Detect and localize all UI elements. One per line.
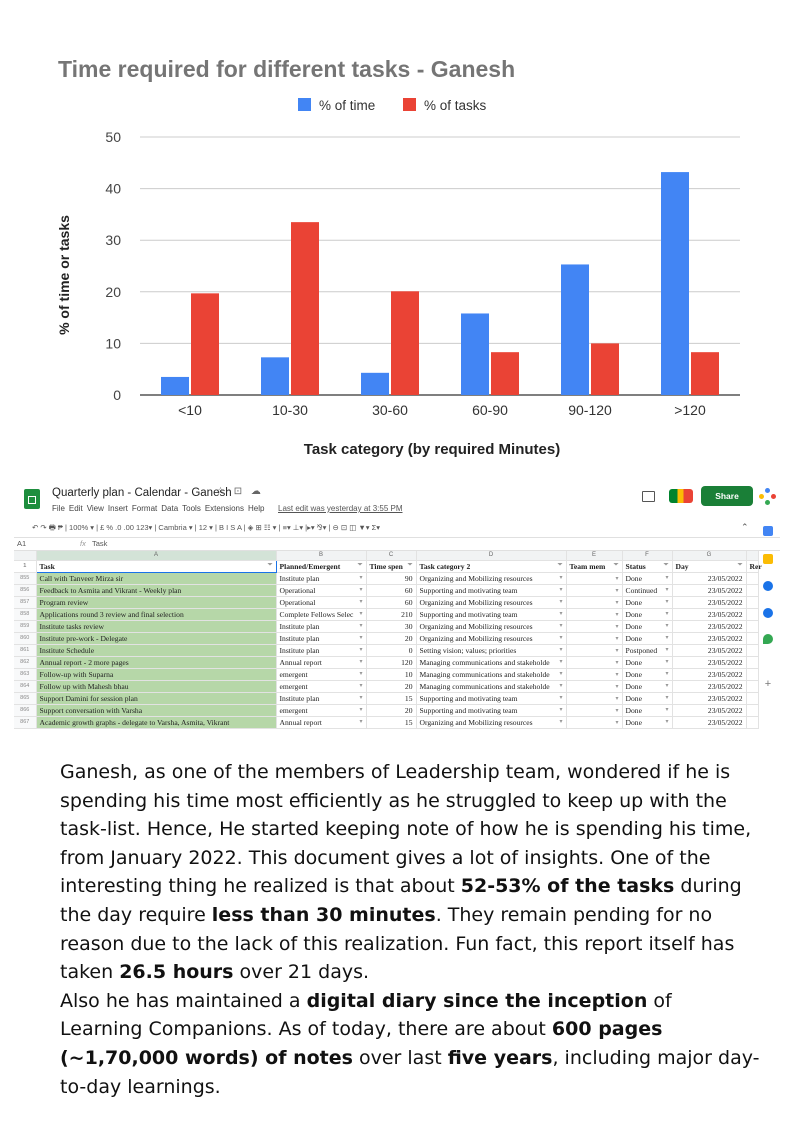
dropdown-icon[interactable]: ▾ <box>615 623 619 630</box>
team-cell[interactable] <box>566 668 622 680</box>
description-paragraph <box>60 758 760 1101</box>
planned-cell[interactable]: emergent ▾ <box>276 704 366 716</box>
bar-time <box>461 313 489 395</box>
dropdown-icon[interactable]: ▾ <box>359 718 363 725</box>
task-cell[interactable]: Academic growth graphs - delegate to Varsha, Asmita, Vikrant <box>36 716 276 728</box>
status-cell[interactable]: Done ▾ <box>622 680 672 692</box>
chart-bars <box>161 172 719 395</box>
text: . They remain pending for no reason due to the lack of this realization. Fun fact, this report itself has taken <box>60 903 735 984</box>
x-axis-label: Task category (by required Minutes) <box>303 441 561 458</box>
highlight: 600 pages (~1,70,000 words) of notes <box>60 1018 663 1069</box>
y-tick-label: 40 <box>105 180 121 197</box>
dropdown-icon[interactable]: ▾ <box>359 610 363 617</box>
row-number[interactable]: 855 <box>14 572 36 584</box>
dropdown-icon[interactable]: ▾ <box>665 586 669 593</box>
dropdown-icon[interactable]: ▾ <box>615 575 619 582</box>
chart-gridlines <box>140 137 740 395</box>
dropdown-icon[interactable]: ▾ <box>559 634 563 641</box>
filter-icon[interactable]: ⏷ <box>407 561 413 568</box>
filter-icon[interactable]: ⏷ <box>663 561 669 568</box>
bar-tasks <box>491 352 519 395</box>
task-cell[interactable]: Call with Tanveer Mirza sir <box>36 572 276 584</box>
time-cell[interactable]: 90 <box>366 572 416 584</box>
column-letter[interactable]: D <box>416 551 566 560</box>
dropdown-icon[interactable]: ▾ <box>615 719 619 726</box>
team-cell[interactable] <box>566 620 622 632</box>
row-number[interactable]: 1 <box>14 560 36 572</box>
menu-bar <box>52 504 268 513</box>
column-letter[interactable]: A <box>36 551 276 560</box>
row-number[interactable]: 857 <box>14 596 36 608</box>
text: of Learning Companions. As of today, there are about <box>60 989 672 1041</box>
column-letter[interactable]: C <box>366 551 416 560</box>
keep-icon[interactable] <box>763 554 773 564</box>
filter-icon[interactable]: ⏷ <box>737 561 743 568</box>
category-cell[interactable]: Organizing and Mobilizing resources ▾ <box>416 632 566 644</box>
dropdown-icon[interactable]: ▾ <box>359 586 363 593</box>
team-cell[interactable] <box>566 716 622 728</box>
maps-icon[interactable] <box>763 634 773 644</box>
y-tick-label: 10 <box>105 335 121 352</box>
sheets-logo-icon <box>24 489 40 509</box>
dropdown-icon[interactable]: ▾ <box>559 598 563 605</box>
status-cell[interactable]: Done ▾ <box>622 572 672 584</box>
comment-icon[interactable] <box>642 491 655 502</box>
table-row <box>14 584 758 596</box>
category-cell[interactable]: Setting vision; values; priorities ▾ <box>416 644 566 656</box>
x-tick-label: 10-30 <box>272 402 308 418</box>
dropdown-icon[interactable]: ▾ <box>359 634 363 641</box>
status-cell[interactable]: Done ▾ <box>622 692 672 704</box>
time-cell[interactable]: 0 <box>366 644 416 656</box>
star-move-cloud-icons[interactable]: ☆ ⊡ ☁ <box>216 486 264 497</box>
table-row <box>14 668 758 680</box>
x-tick-label: <10 <box>178 402 202 418</box>
team-cell[interactable] <box>566 692 622 704</box>
legend-swatch <box>298 98 311 111</box>
menu-item[interactable]: File <box>52 504 65 513</box>
highlight: 52-53% of the tasks <box>460 875 675 898</box>
dropdown-icon[interactable]: ▾ <box>615 611 619 618</box>
day-cell[interactable]: 23/05/2022 <box>672 692 746 704</box>
day-cell[interactable]: 23/05/2022 <box>672 608 746 620</box>
dropdown-icon[interactable]: ▾ <box>359 670 363 677</box>
planned-cell[interactable]: Operational ▾ <box>276 584 366 596</box>
filter-icon[interactable]: ⏷ <box>357 561 363 568</box>
dropdown-icon[interactable]: ▾ <box>615 647 619 654</box>
dropdown-icon[interactable]: ▾ <box>665 646 669 653</box>
x-tick-label: >120 <box>674 402 706 418</box>
text: Ganesh, as one of the members of Leadership team, wondered if he is spending his time most efficiently as he struggled to keep up with the task-list. Hence, He started keeping note of how he is spending his time, from January 2022. This document gives a lot of insights. One of the interesting thing he realized is that about <box>60 761 752 898</box>
dropdown-icon[interactable]: ▾ <box>559 586 563 593</box>
menu-item[interactable]: Tools <box>182 504 201 513</box>
menu-item[interactable]: Data <box>161 504 179 513</box>
bar-time <box>361 373 389 395</box>
row-number[interactable]: 861 <box>14 644 36 656</box>
dropdown-icon[interactable]: ▾ <box>615 587 619 594</box>
day-cell[interactable]: 23/05/2022 <box>672 668 746 680</box>
status-cell[interactable]: Done ▾ <box>622 668 672 680</box>
bar-time <box>561 264 589 395</box>
x-tick-label: 90-120 <box>568 402 612 418</box>
category-cell[interactable]: Managing communications and stakeholde ▾ <box>416 680 566 692</box>
dropdown-icon[interactable]: ▾ <box>615 635 619 642</box>
day-cell[interactable]: 23/05/2022 <box>672 584 746 596</box>
text: over last <box>352 1046 448 1069</box>
bar-time <box>261 357 289 395</box>
table-row <box>14 716 758 728</box>
formula-input[interactable]: Task <box>92 539 108 548</box>
row-number[interactable]: 865 <box>14 692 36 704</box>
column-header[interactable]: Team mem ⏷ <box>566 560 622 572</box>
text: Also he has maintained a <box>60 989 307 1012</box>
category-cell[interactable]: Organizing and Mobilizing resources ▾ <box>416 572 566 584</box>
dropdown-icon[interactable]: ▾ <box>665 658 669 665</box>
planned-cell[interactable]: Annual report ▾ <box>276 656 366 668</box>
task-cell[interactable]: Institute tasks review <box>36 620 276 632</box>
dropdown-icon[interactable]: ▾ <box>559 694 563 701</box>
status-cell[interactable]: Done ▾ <box>622 656 672 668</box>
tasks-icon[interactable] <box>763 581 773 591</box>
dropdown-icon[interactable]: ▾ <box>665 622 669 629</box>
day-cell[interactable]: 23/05/2022 <box>672 572 746 584</box>
table-row <box>14 704 758 716</box>
team-cell[interactable] <box>566 572 622 584</box>
dropdown-icon[interactable]: ▾ <box>665 574 669 581</box>
rem-cell[interactable] <box>746 656 758 668</box>
day-cell[interactable]: 23/05/2022 <box>672 644 746 656</box>
column-header[interactable]: Day ⏷ <box>672 560 746 572</box>
time-cell[interactable]: 20 <box>366 632 416 644</box>
bar-time <box>661 172 689 395</box>
dropdown-icon[interactable]: ▾ <box>359 574 363 581</box>
formula-bar <box>14 537 780 551</box>
menu-item[interactable]: Help <box>247 504 265 513</box>
legend-label: % of tasks <box>424 98 487 113</box>
rem-cell[interactable] <box>746 704 758 716</box>
menu-item[interactable]: Insert <box>107 504 128 513</box>
dropdown-icon[interactable]: ▾ <box>559 658 563 665</box>
filter-icon[interactable]: ⏷ <box>613 561 619 568</box>
team-cell[interactable] <box>566 680 622 692</box>
formatting-toolbar[interactable]: ↶ ↷ 🖶 ₱ | 100% ▾ | £ % .0 .00 123▾ | Cambria ▾ | 12 ▾ | B I S A | ◈ ⊞ ☷ ▾ | ≡▾ ⊥▾ |▸▾ ⅋▾ | ⊖ ⊡ ◫ ▼▾ Σ▾ <box>32 523 381 532</box>
meet-icon[interactable] <box>669 489 693 503</box>
rem-cell[interactable] <box>746 692 758 704</box>
team-cell[interactable] <box>566 584 622 596</box>
last-edit-link[interactable]: Last edit was yesterday at 3:55 PM <box>278 504 403 513</box>
planned-cell[interactable]: Complete Fellows Selec ▾ <box>276 608 366 620</box>
rem-cell[interactable] <box>746 572 758 584</box>
status-cell[interactable]: Done ▾ <box>622 596 672 608</box>
row-number[interactable]: 856 <box>14 584 36 596</box>
table-row <box>14 596 758 608</box>
side-panel <box>758 521 780 701</box>
table-row <box>14 620 758 632</box>
day-cell[interactable]: 23/05/2022 <box>672 716 746 728</box>
dropdown-icon[interactable]: ▾ <box>559 610 563 617</box>
column-header[interactable]: Planned/Emergent ⏷ <box>276 560 366 572</box>
task-cell[interactable]: Follow up with Mahesh bhau <box>36 680 276 692</box>
row-number[interactable]: 867 <box>14 716 36 728</box>
table-row <box>14 572 758 584</box>
highlight: five years <box>447 1046 553 1069</box>
category-cell[interactable]: Supporting and motivating team ▾ <box>416 584 566 596</box>
planned-cell[interactable]: Annual report ▾ <box>276 716 366 728</box>
filter-icon[interactable]: ⏷ <box>557 561 563 568</box>
column-letter[interactable]: G <box>672 551 746 560</box>
time-cell[interactable]: 15 <box>366 692 416 704</box>
rem-cell[interactable] <box>746 608 758 620</box>
table-row <box>14 632 758 644</box>
category-cell[interactable]: Organizing and Mobilizing resources ▾ <box>416 716 566 728</box>
bar-time <box>161 377 189 395</box>
team-cell[interactable] <box>566 656 622 668</box>
time-cell[interactable]: 10 <box>366 668 416 680</box>
calendar-icon[interactable] <box>763 526 773 536</box>
category-cell[interactable]: Organizing and Mobilizing resources ▾ <box>416 620 566 632</box>
text: during the day require <box>60 875 742 926</box>
dropdown-icon[interactable]: ▾ <box>359 682 363 689</box>
row-number[interactable]: 862 <box>14 656 36 668</box>
category-cell[interactable]: Supporting and motivating team ▾ <box>416 692 566 704</box>
document-title[interactable]: Quarterly plan - Calendar - Ganesh <box>52 487 232 499</box>
planned-cell[interactable]: Institute plan ▾ <box>276 644 366 656</box>
task-cell[interactable]: Program review <box>36 596 276 608</box>
column-letter[interactable] <box>746 551 758 560</box>
header-row <box>14 560 758 572</box>
row-number[interactable]: 863 <box>14 668 36 680</box>
task-cell[interactable]: Feedback to Asmita and Vikrant - Weekly plan <box>36 584 276 596</box>
legend-label: % of time <box>319 98 376 113</box>
category-cell[interactable]: Supporting and motivating team ▾ <box>416 704 566 716</box>
status-cell[interactable]: Done ▾ <box>622 608 672 620</box>
column-header[interactable]: Rer <box>746 560 758 572</box>
team-cell[interactable] <box>566 596 622 608</box>
row-number[interactable]: 860 <box>14 632 36 644</box>
planned-cell[interactable]: Institute plan ▾ <box>276 632 366 644</box>
chevron-up-icon[interactable]: ⌃ <box>741 522 749 532</box>
dropdown-icon[interactable]: ▾ <box>665 694 669 701</box>
row-number[interactable]: 866 <box>14 704 36 716</box>
planned-cell[interactable]: emergent ▾ <box>276 680 366 692</box>
planned-cell[interactable]: emergent ▾ <box>276 668 366 680</box>
category-cell[interactable]: Managing communications and stakeholde ▾ <box>416 668 566 680</box>
dropdown-icon[interactable]: ▾ <box>559 574 563 581</box>
dropdown-icon[interactable]: ▾ <box>665 706 669 713</box>
day-cell[interactable]: 23/05/2022 <box>672 632 746 644</box>
dropdown-icon[interactable]: ▾ <box>559 682 563 689</box>
rem-cell[interactable] <box>746 632 758 644</box>
day-cell[interactable]: 23/05/2022 <box>672 680 746 692</box>
y-tick-label: 20 <box>105 283 121 300</box>
rem-cell[interactable] <box>746 680 758 692</box>
rem-cell[interactable] <box>746 668 758 680</box>
table-row <box>14 656 758 668</box>
team-cell[interactable] <box>566 608 622 620</box>
dropdown-icon[interactable]: ▾ <box>359 646 363 653</box>
rem-cell[interactable] <box>746 584 758 596</box>
y-tick-label: 30 <box>105 232 121 249</box>
day-cell[interactable]: 23/05/2022 <box>672 620 746 632</box>
bar-tasks <box>191 293 219 395</box>
bar-tasks <box>591 343 619 395</box>
column-header[interactable]: Status ⏷ <box>622 560 672 572</box>
dropdown-icon[interactable]: ▾ <box>665 598 669 605</box>
column-header[interactable]: Time spen ⏷ <box>366 560 416 572</box>
task-cell[interactable]: Follow-up with Suparna <box>36 668 276 680</box>
team-cell[interactable] <box>566 644 622 656</box>
planned-cell[interactable]: Institute plan ▾ <box>276 572 366 584</box>
contacts-icon[interactable] <box>763 608 773 618</box>
task-cell[interactable]: Institute Schedule <box>36 644 276 656</box>
dropdown-icon[interactable]: ▾ <box>615 695 619 702</box>
spreadsheet-screenshot <box>14 477 780 729</box>
fx-icon: fx <box>80 539 86 548</box>
time-cell[interactable]: 60 <box>366 596 416 608</box>
dropdown-icon[interactable]: ▾ <box>559 706 563 713</box>
category-cell[interactable]: Organizing and Mobilizing resources ▾ <box>416 596 566 608</box>
rem-cell[interactable] <box>746 716 758 728</box>
table-row <box>14 692 758 704</box>
row-number[interactable]: 864 <box>14 680 36 692</box>
dropdown-icon[interactable]: ▾ <box>359 694 363 701</box>
column-header[interactable]: Task category 2 ⏷ <box>416 560 566 572</box>
status-cell[interactable]: Done ▾ <box>622 620 672 632</box>
task-cell[interactable]: Applications round 3 review and final selection <box>36 608 276 620</box>
text: over 21 days. <box>233 961 370 984</box>
bar-tasks <box>291 222 319 395</box>
time-cell[interactable]: 120 <box>366 656 416 668</box>
status-cell[interactable]: Continued ▾ <box>622 584 672 596</box>
menu-item[interactable]: Edit <box>68 504 83 513</box>
bar-tasks <box>691 352 719 395</box>
dropdown-icon[interactable]: ▾ <box>359 598 363 605</box>
status-cell[interactable]: Done ▾ <box>622 716 672 728</box>
day-cell[interactable]: 23/05/2022 <box>672 596 746 608</box>
dropdown-icon[interactable]: ▾ <box>615 599 619 606</box>
sheet-grid <box>14 551 762 729</box>
x-tick-label: 60-90 <box>472 402 508 418</box>
dropdown-icon[interactable]: ▾ <box>665 610 669 617</box>
time-cell[interactable]: 210 <box>366 608 416 620</box>
column-letter[interactable]: B <box>276 551 366 560</box>
bar-tasks <box>391 291 419 395</box>
dropdown-icon[interactable]: ▾ <box>559 646 563 653</box>
column-letter[interactable]: F <box>622 551 672 560</box>
x-tick-labels <box>178 402 706 418</box>
menu-item[interactable]: Format <box>131 504 158 513</box>
y-tick-label: 50 <box>105 129 121 145</box>
task-cell[interactable]: Institute pre-work - Delegate <box>36 632 276 644</box>
column-header[interactable]: Task ⏷ <box>36 560 276 572</box>
sheet-header <box>14 477 780 517</box>
row-number[interactable]: 858 <box>14 608 36 620</box>
dropdown-icon[interactable]: ▾ <box>559 622 563 629</box>
team-cell[interactable] <box>566 632 622 644</box>
planned-cell[interactable]: Institute plan ▾ <box>276 692 366 704</box>
task-cell[interactable]: Annual report - 2 more pages <box>36 656 276 668</box>
menu-item[interactable]: Extensions <box>204 504 244 513</box>
rem-cell[interactable] <box>746 644 758 656</box>
planned-cell[interactable]: Institute plan ▾ <box>276 620 366 632</box>
highlight: digital diary since the inception <box>306 989 648 1012</box>
dropdown-icon[interactable]: ▾ <box>615 659 619 666</box>
legend-swatch <box>403 98 416 111</box>
dropdown-icon[interactable]: ▾ <box>615 707 619 714</box>
task-cell[interactable]: Support conversation with Varsha <box>36 704 276 716</box>
x-tick-label: 30-60 <box>372 402 408 418</box>
dropdown-icon[interactable]: ▾ <box>615 671 619 678</box>
table-row <box>14 644 758 656</box>
share-button[interactable]: Share <box>701 486 753 506</box>
table-row <box>14 608 758 620</box>
status-cell[interactable]: Done ▾ <box>622 704 672 716</box>
dropdown-icon[interactable]: ▾ <box>665 682 669 689</box>
status-cell[interactable]: Postponed ▾ <box>622 644 672 656</box>
team-cell[interactable] <box>566 704 622 716</box>
dropdown-icon[interactable]: ▾ <box>559 718 563 725</box>
chart-legend <box>298 98 487 113</box>
status-cell[interactable]: Done ▾ <box>622 632 672 644</box>
dropdown-icon[interactable]: ▾ <box>359 622 363 629</box>
add-addon-icon[interactable]: + <box>764 678 772 690</box>
column-letters-row <box>14 551 758 560</box>
filter-icon[interactable]: ⏷ <box>267 561 273 568</box>
chart-title: Time required for different tasks - Ganesh <box>58 56 516 82</box>
time-cell[interactable]: 20 <box>366 680 416 692</box>
planned-cell[interactable]: Operational ▾ <box>276 596 366 608</box>
time-cell[interactable]: 20 <box>366 704 416 716</box>
y-tick-labels <box>105 129 121 403</box>
day-cell[interactable]: 23/05/2022 <box>672 704 746 716</box>
y-axis-label: % of time or tasks <box>56 215 72 335</box>
dropdown-icon[interactable]: ▾ <box>665 634 669 641</box>
row-number[interactable]: 859 <box>14 620 36 632</box>
text: , including major day-to-day learnings. <box>60 1046 760 1098</box>
category-cell[interactable]: Supporting and motivating team ▾ <box>416 608 566 620</box>
table-row <box>14 680 758 692</box>
select-all-corner[interactable] <box>14 551 36 560</box>
task-cell[interactable]: Support Damini for session plan <box>36 692 276 704</box>
column-letter[interactable]: E <box>566 551 622 560</box>
time-cell[interactable]: 60 <box>366 584 416 596</box>
name-box[interactable]: A1 <box>17 539 27 548</box>
menu-item[interactable]: View <box>86 504 104 513</box>
y-tick-label: 0 <box>113 387 121 403</box>
dropdown-icon[interactable]: ▾ <box>359 658 363 665</box>
dropdown-icon[interactable]: ▾ <box>359 706 363 713</box>
category-cell[interactable]: Managing communications and stakeholde ▾ <box>416 656 566 668</box>
day-cell[interactable]: 23/05/2022 <box>672 656 746 668</box>
dropdown-icon[interactable]: ▾ <box>665 670 669 677</box>
avatar[interactable] <box>759 488 777 506</box>
rem-cell[interactable] <box>746 596 758 608</box>
bar-chart <box>0 0 793 470</box>
rem-cell[interactable] <box>746 620 758 632</box>
highlight: 26.5 hours <box>119 961 234 984</box>
dropdown-icon[interactable]: ▾ <box>665 718 669 725</box>
time-cell[interactable]: 15 <box>366 716 416 728</box>
dropdown-icon[interactable]: ▾ <box>615 683 619 690</box>
time-cell[interactable]: 30 <box>366 620 416 632</box>
highlight: less than 30 minutes <box>211 903 436 926</box>
dropdown-icon[interactable]: ▾ <box>559 670 563 677</box>
